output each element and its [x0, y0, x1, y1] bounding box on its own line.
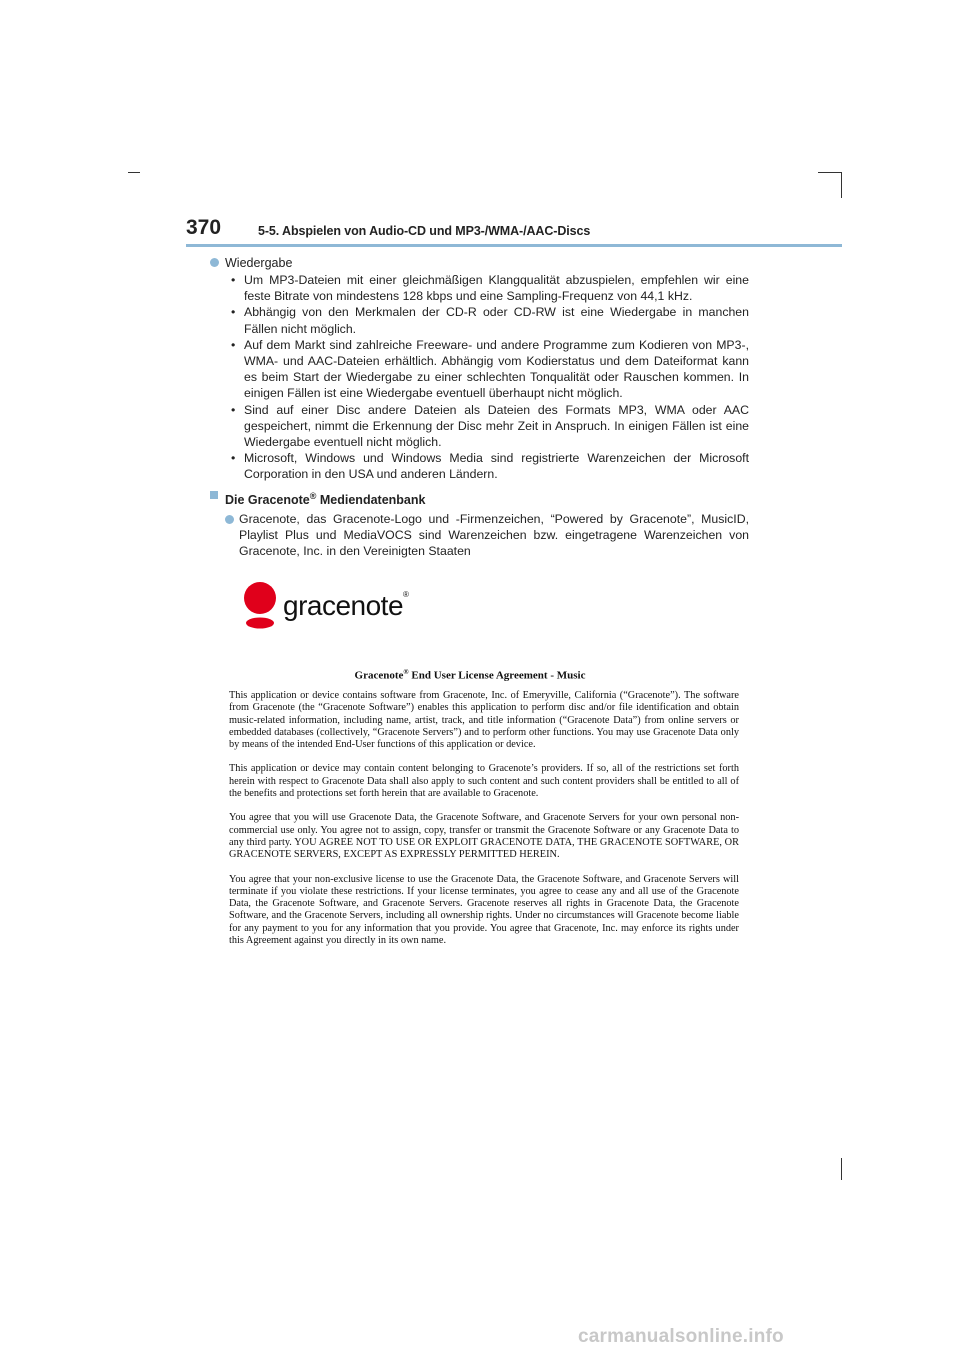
gracenote-heading-prefix: Die Gracenote [225, 492, 310, 507]
list-item-text: Abhängig von den Merkmalen der CD-R oder CD-RW ist eine Wiedergabe in manchen Fällen nicht möglich. [244, 305, 749, 336]
header-rule [186, 244, 842, 247]
bullet-mark-icon: • [231, 273, 236, 287]
bullet-mark-icon: • [231, 337, 236, 352]
crop-mark-top-right-vertical [841, 172, 842, 198]
playback-heading [209, 255, 749, 271]
list-item-text: Sind auf einer Disc andere Dateien als Dateien des Formats MP3, WMA oder AAC gespeichert, nimmt die Erkennung der Disc mehr Zeit in Anspruch. In einigen Fällen ist eine Wiedergabe eventuell nicht möglich. [244, 402, 749, 450]
logo-registered-mark: ® [403, 590, 409, 599]
list-item [209, 304, 749, 336]
page-number: 370 [186, 216, 222, 239]
crop-mark-bottom-right-vertical [841, 1158, 842, 1180]
bullet-mark-icon: • [231, 305, 236, 320]
bullet-mark-icon: • [231, 451, 236, 466]
eula-title [200, 668, 740, 682]
gracenote-paragraph-text: Gracenote, das Gracenote-Logo und -Firmenzeichen, “Powered by Gracenote”, MusicID, Playlist Plus und MediaVOCS sind Warenzeichen bzw. eingetragene Warenzeichen von Gracenote, Inc. in den Vereinigten Staaten [239, 511, 749, 559]
bullet-mark-icon: • [231, 402, 236, 417]
playback-list [209, 272, 749, 483]
gracenote-trademark-paragraph [209, 511, 749, 560]
list-item [209, 450, 749, 482]
logo-word: gracenote [283, 590, 404, 621]
list-item [209, 337, 749, 402]
eula-paragraph: You agree that you will use Gracenote Data, the Gracenote Software, and Gracenote Servers for your own personal non-commercial use only. You agree not to assign, copy, transfer or transmit the Gracenote Software or any Gracenote Data to any third party. YOU AGREE NOT TO USE OR EXPLOIT GRACENOTE DATA, THE GRACENOTE SOFTWARE, OR GRACENOTE SERVERS, EXCEPT AS EXPRESSLY PERMITTED HEREIN. [229, 812, 739, 861]
main-content [209, 255, 749, 559]
list-item-text: Microsoft, Windows und Windows Media sind registrierte Warenzeichen der Microsoft Corporation in den USA und anderen Ländern. [244, 451, 749, 482]
gracenote-logo-text [283, 590, 408, 622]
eula-title-suffix: End User License Agreement - Music [408, 669, 586, 682]
watermark: carmanualsonline.info [578, 1326, 784, 1347]
list-item-text: Auf dem Markt sind zahlreiche Freeware- und andere Programme zum Kodieren von MP3-, WMA- und AAC-Dateien erhältlich. Abhängig vom Kodierstatus und dem Dateiformat kann es beim Start der Wiedergabe zu einer schlechten Tonqualität oder Rauschen kommen. In einigen Fällen ist eine Wiedergabe eventuell überhaupt nicht möglich. [244, 337, 749, 401]
bullet-dot-icon [210, 258, 219, 267]
crop-mark-top-left [128, 172, 140, 173]
eula-paragraph: This application or device contains software from Gracenote, Inc. of Emeryville, California (“Gracenote”). The software from Gracenote (the “Gracenote Software”) enables this application to perform disc and/or file identification and obtain music-related information, including name, artist, track, and title information (“Gracenote Data”) from online servers or embedded databases (collectively, “Gracenote Servers”) and to perform other functions. You may use Gracenote Data only by means of the intended End-User functions of this application or device. [229, 690, 739, 751]
list-item-text: Um MP3-Dateien mit einer gleichmäßigen Klangqualität abzuspielen, empfehlen wir eine feste Bitrate von mindestens 128 kbps und eine Sampling-Frequenz von 44,1 kHz. [244, 273, 749, 304]
gracenote-logo-mark-icon [243, 580, 277, 630]
eula-title-registered-mark: ® [403, 668, 409, 676]
list-item [209, 272, 749, 304]
eula-body [229, 690, 739, 957]
list-item [209, 402, 749, 451]
playback-heading-text: Wiedergabe [225, 256, 293, 270]
section-square-icon [210, 491, 218, 499]
bullet-dot-icon [225, 515, 234, 524]
gracenote-heading-suffix: Mediendatenbank [316, 492, 426, 507]
registered-mark: ® [309, 490, 317, 501]
gracenote-logo [243, 580, 413, 630]
crop-mark-top-right-horizontal [818, 172, 842, 173]
eula-paragraph: You agree that your non-exclusive license to use the Gracenote Data, the Gracenote Software, and Gracenote Servers will terminate if you violate these restrictions. If your license terminates, you agree to cease any and all use of the Gracenote Data, the Gracenote Software, and Gracenote Servers. Gracenote reserves all rights in Gracenote Data, the Gracenote Software, and the Gracenote Servers, including all ownership rights. Under no circumstances will Gracenote become liable for any payment to you for any information that you provide. You agree that Gracenote, Inc. may enforce its rights under this Agreement against you directly in its own name. [229, 873, 739, 947]
eula-paragraph: This application or device may contain content belonging to Gracenote’s providers. If so, all of the restrictions set forth herein with respect to Gracenote Data shall also apply to such content and such content providers shall be entitled to all of the benefits and protections set forth herein that are available to Gracenote. [229, 763, 739, 800]
eula-title-prefix: Gracenote [354, 669, 404, 682]
running-head: 5-5. Abspielen von Audio-CD und MP3-/WMA-/AAC-Discs [258, 224, 591, 238]
gracenote-section-heading [209, 487, 749, 509]
